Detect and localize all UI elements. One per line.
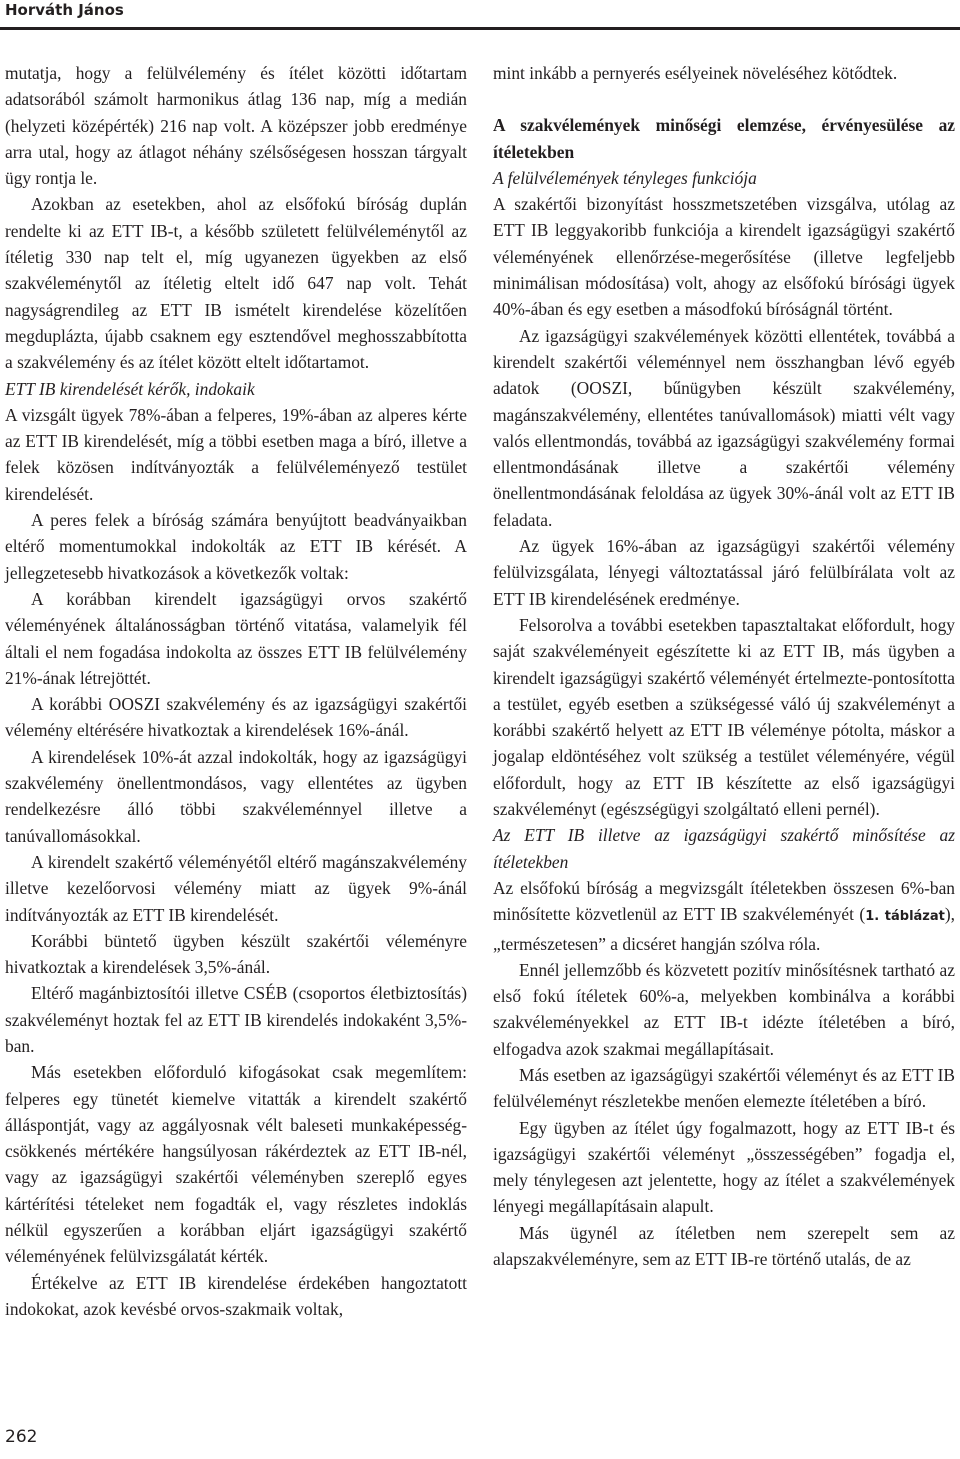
subsection-heading: A felülvélemények tényleges funkciója (493, 167, 757, 188)
header-rule (0, 27, 960, 30)
section-heading: A szakvélemények minőségi elemzése, érvényesülése az ítéletekben (493, 115, 955, 162)
paragraph: Eltérő magánbiztosítói illetve CSÉB (csoportos életbiztosítás) szakvéleményt hoztak fel az ETT IB kirendelés indokaként 3,5%-ban. (5, 983, 467, 1056)
paragraph: mutatja, hogy a felülvélemény és ítélet közötti időtartam adatsorából számolt harmonikus átlag 136 nap, míg a medián (helyzeti középérték) 216 nap volt. A középszer jobb eredménye arra utal, hogy az átlagot néhány szélsőségesen hosszan tárgyalt ügy rontja le. (5, 63, 467, 189)
paragraph: Más esetben az igazságügyi szakértői véleményt és az ETT IB felülvéleményt részletekbe menően elemezte ítéletében a bíró. (493, 1064, 955, 1112)
paragraph: A korábbi OOSZI szakvélemény és az igazságügyi szakértői vélemény eltérésére hivatkoztak a kirendelések 16%-ánál. (5, 694, 467, 741)
page-number: 262 (5, 1427, 38, 1447)
paragraph: A peres felek a bíróság számára benyújtott beadványaikban eltérő momentumokkal indokolták az ETT IB kérését. A jellegzetesebb hivatkozások a következők voltak: (5, 510, 467, 583)
paragraph: Más ügynél az ítéletben nem szerepelt sem az alapszakvéleményre, sem az ETT IB-re történő utalás, de az (493, 1222, 955, 1270)
table-reference[interactable]: 1. táblázat (865, 909, 945, 925)
paragraph-text: ), „természetesen” a dicséret hangján szólva róla. (493, 904, 955, 954)
paragraph: Egy ügyben az ítélet úgy fogalmazott, hogy az ETT IB-t és igazságügyi szakértői véleményt „összességében” fogadja el, mely ténylegesen azt jelentette, hogy az ítélet a szakvélemények lényegi megállapításain alapult. (493, 1117, 955, 1217)
left-column (5, 60, 467, 1322)
paragraph: A vizsgált ügyek 78%-ában a felperes, 19%-ában az alperes kérte az ETT IB kirendelését, míg a többi esetben maga a bíró, illetve a felek közösen indítványozták a felülvéleményező testület kirendelését. (5, 404, 467, 504)
right-column (493, 60, 955, 1272)
paragraph-text: Az elsőfokú bíróság a megvizsgált ítéletekben összesen 6%-ban minősítette közvetlenül az ETT IB szakvéleményét ( (493, 877, 955, 925)
paragraph: A korábban kirendelt igazságügyi orvos szakértő véleményének általánosságban történő vitatása, valamelyik fél általi el nem fogadása indokolta az összes ETT IB felülvélemény 21%-ának létrejöttét. (5, 588, 467, 688)
paragraph: Azokban az esetekben, ahol az elsőfokú bíróság duplán rendelte ki az ETT IB-t, a később született felülvéleménytől az ítéletig 330 nap telt el, míg ugyanezen ügyekben az első szakvéleménytől az ítéletig eltelt idő 647 nap volt. Tehát nagyságrendileg az ETT IB ismételt kirendelése közelítően megduplázta, újabb csaknem egy esztendővel meghosszabbította a szakvélemény és az ítélet között eltelt időtartamot. (5, 194, 467, 373)
header-author: Horváth János (5, 1, 124, 19)
paragraph: Más esetekben előforduló kifogásokat csak megemlítem: felperes egy tünetét kiemelve vitatták a kirendelt szakértő álláspontját, vagy az aggályosnak vélt baleseti munkaképesség-csökkenés mértékére hangsúlyosan rákérdeztek az ETT IB-nél, vagy az igazságügyi szakértői véleményben szereplő egyes kártérítési tételeket nem fogadták el, vagy részletes indoklás nélkül egyszerűen a korábban eljárt igazságügyi szakértő véleményének felülvizsgálatát kérték. (5, 1062, 467, 1267)
section-heading: ETT IB kirendelését kérők, indokaik (5, 378, 255, 399)
paragraph: A szakértői bizonyítást hosszmetszetében vizsgálva, utólag az ETT IB leggyakoribb funkciója a kirendelt igazságügyi szakértő véleményének ellenőrzése-megerősítése (illetve legfeljebb minimálisan módosítása) volt, ahogy az elsőfokú bírósági ügyek 40%-ában és egy esetben a másodfokú bíróságnál történt. (493, 194, 955, 320)
running-header (0, 0, 960, 22)
paragraph: Az ügyek 16%-ában az igazságügyi szakértői vélemény felülvizsgálata, lényegi változtatással járó felülbírálata volt az ETT IB kirendelésének eredménye. (493, 536, 955, 609)
paragraph: Felsorolva a további esetekben tapasztaltakat előfordult, hogy saját szakvéleményeit egészítette ki az ETT IB, más ügyben a kirendelt igazságügyi szakértő véleményét értelmezte-pontosította a testület, egyéb esetben a szükségessé váló új szakvéleményt a korábbi szakértő helyett az ETT IB véleménye pótolta, máskor a jogalap eldöntéséhez volt szükség a testület véleményére, végül előfordult, hogy az ETT IB készítette az első igazságügyi szakvéleményt (egészségügyi szolgáltató elleni pernél). (493, 614, 955, 820)
paragraph (493, 875, 955, 957)
spacer (493, 86, 955, 112)
paragraph: A kirendelt szakértő véleményétől eltérő magánszakvélemény illetve kezelőorvosi vélemény miatt az ügyek 9%-ánál indítványozták az ETT IB kirendelését. (5, 851, 467, 925)
paragraph: Korábbi büntető ügyben készült szakértői véleményre hivatkoztak a kirendelések 3,5%-ánál. (5, 930, 467, 978)
paragraph: Értékelve az ETT IB kirendelése érdekében hangoztatott indokokat, azok kevésbé orvos-szakmaik voltak, (5, 1272, 467, 1319)
paragraph: Az igazságügyi szakvélemények közötti ellentétek, továbbá a kirendelt szakértői véleménnyel nem összhangban lévő egyéb adatok (OOSZI, bűnügyben készült szakvélemény, magánszakvélemény, ellentétes tanúvallomások) miatti vélt vagy valós ellentmondás, továbbá az igazságügyi szakvélemény formai ellentmondásának illetve a szakértői vélemény önellentmondásának feloldása az ügyek 30%-ánál volt az ETT IB feladata. (493, 325, 955, 530)
paragraph: mint inkább a pernyerés esélyeinek növeléséhez kötődtek. (493, 63, 898, 83)
subsection-heading: Az ETT IB illetve az igazságügyi szakértő minősítése az ítéletekben (493, 825, 955, 872)
paragraph: A kirendelések 10%-át azzal indokolták, hogy az igazságügyi szakvélemény önellentmondásos, vagy ellentétes az ügyben rendelkezésre álló többi szakvéleménnyel illetve a tanúvallomásokkal. (5, 746, 467, 846)
paragraph: Ennél jellemzőbb és közvetett pozitív minősítésnek tartható az első fokú ítéletek 60%-a, melyekben kombinálva a korábbi szakvéleményekkel az ETT IB-t idézte ítéletében a bíró, elfogadva azok szakmai megállapításait. (493, 959, 955, 1059)
